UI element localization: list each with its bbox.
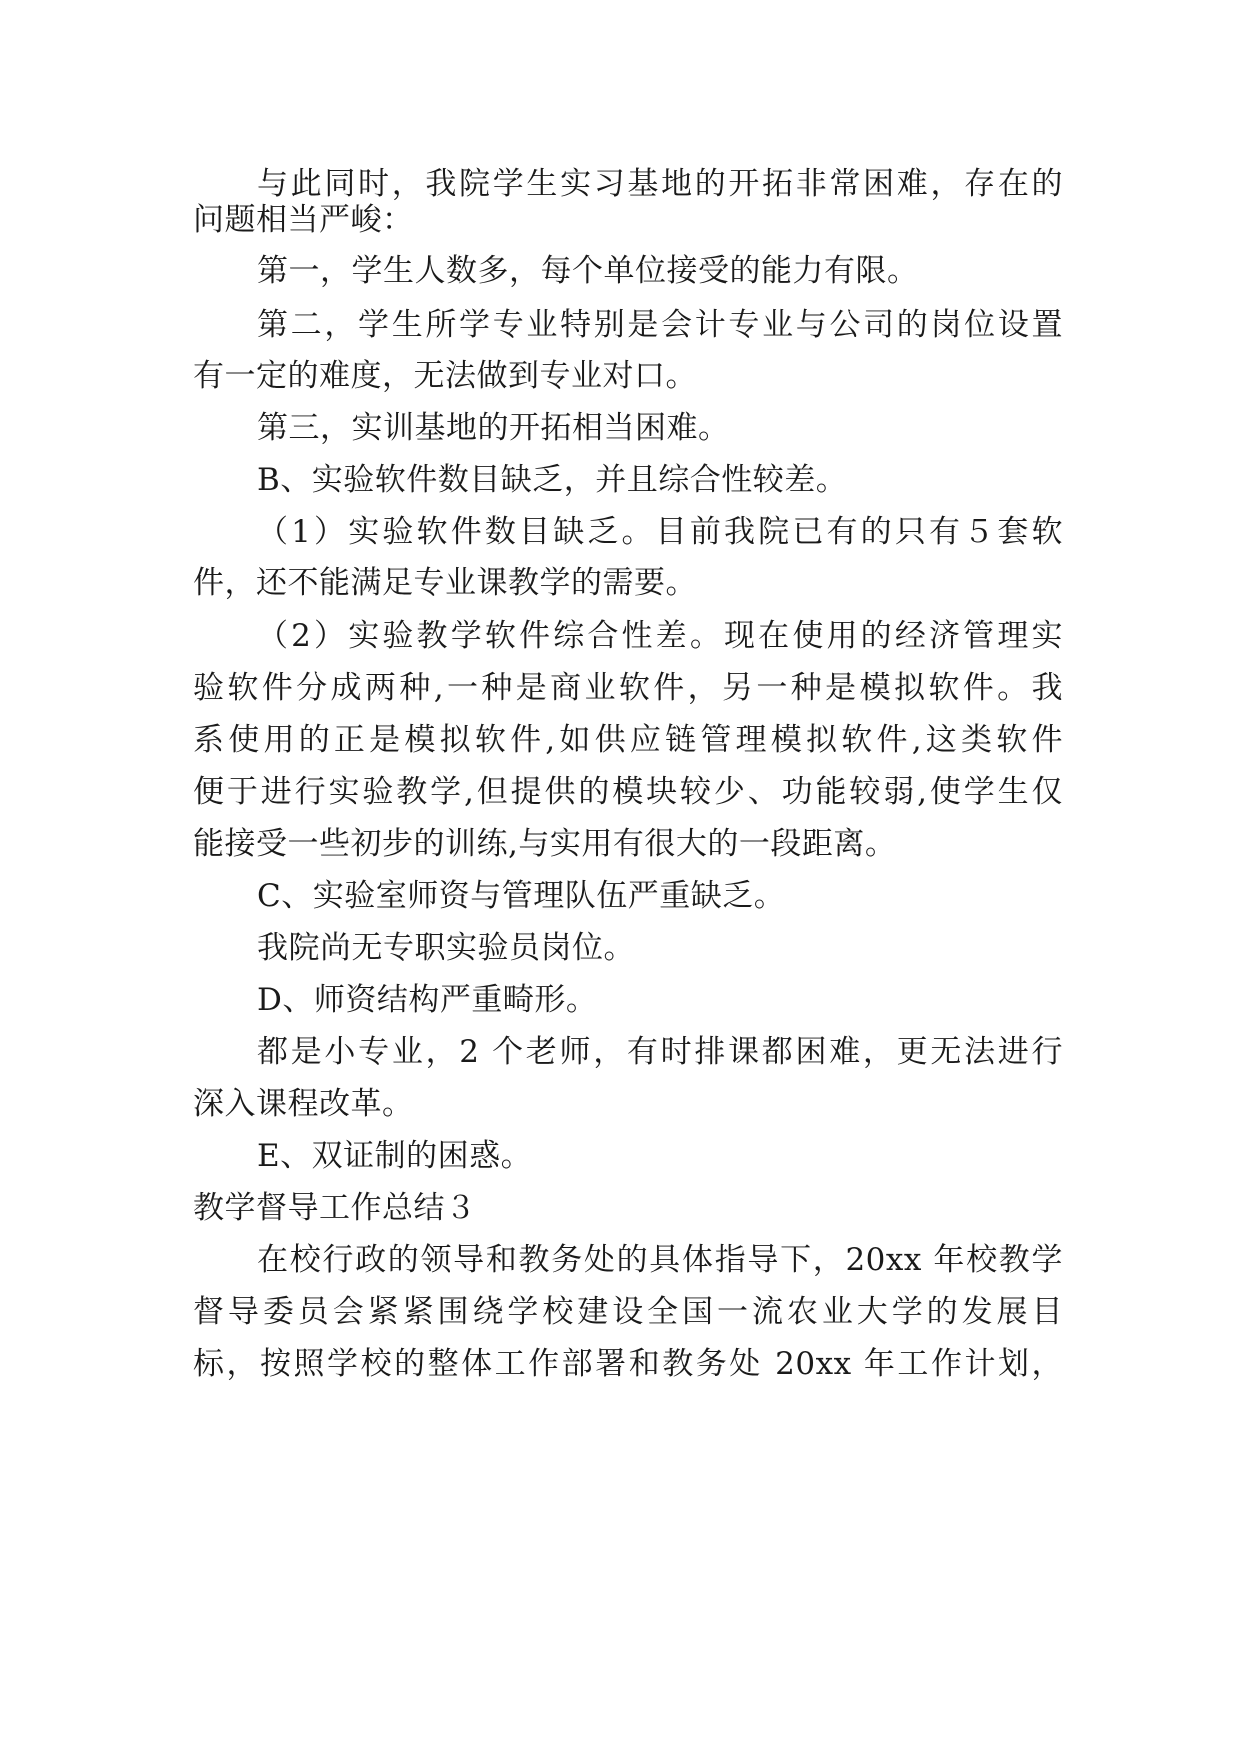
text-line: 便于进行实验教学,但提供的模块较少、功能较弱,使学生仅	[193, 774, 1063, 810]
text-line: D、师资结构严重畸形。	[257, 982, 598, 1018]
text-line: 系使用的正是模拟软件,如供应链管理模拟软件,这类软件	[193, 722, 1063, 758]
text-line: 标，按照学校的整体工作部署和教务处 20xx 年工作计划，	[193, 1346, 1063, 1382]
text-line: 第二，学生所学专业特别是会计专业与公司的岗位设置	[257, 307, 1063, 343]
text-line: 深入课程改革。	[193, 1086, 414, 1122]
text-line: 督导委员会紧紧围绕学校建设全国一流农业大学的发展目	[193, 1294, 1063, 1330]
text-line: 验软件分成两种,一种是商业软件，另一种是模拟软件。我	[193, 670, 1063, 706]
text-line: 我院尚无专职实验员岗位。	[257, 930, 635, 966]
text-line: 能接受一些初步的训练,与实用有很大的一段距离。	[193, 826, 897, 862]
text-line: C、实验室师资与管理队伍严重缺乏。	[257, 878, 786, 914]
text-line: 第一，学生人数多，每个单位接受的能力有限。	[257, 253, 919, 289]
text-line: 有一定的难度，无法做到专业对口。	[193, 358, 697, 394]
text-line: 件，还不能满足专业课教学的需要。	[193, 565, 697, 601]
text-line: E、双证制的困惑。	[257, 1138, 533, 1174]
text-line: B、实验软件数目缺乏，并且综合性较差。	[257, 462, 848, 498]
text-line: 问题相当严峻：	[193, 202, 414, 238]
section-heading: 教学督导工作总结３	[193, 1190, 477, 1226]
text-line: 都是小专业，2 个老师，有时排课都困难，更无法进行	[257, 1034, 1063, 1070]
text-line: 第三，实训基地的开拓相当困难。	[257, 410, 730, 446]
text-line: （1）实验软件数目缺乏。目前我院已有的只有５套软	[257, 514, 1063, 550]
text-line: （2）实验教学软件综合性差。现在使用的经济管理实	[257, 618, 1063, 654]
text-line: 与此同时，我院学生实习基地的开拓非常困难，存在的	[257, 166, 1063, 202]
text-line: 在校行政的领导和教务处的具体指导下，20xx 年校教学	[257, 1242, 1063, 1278]
